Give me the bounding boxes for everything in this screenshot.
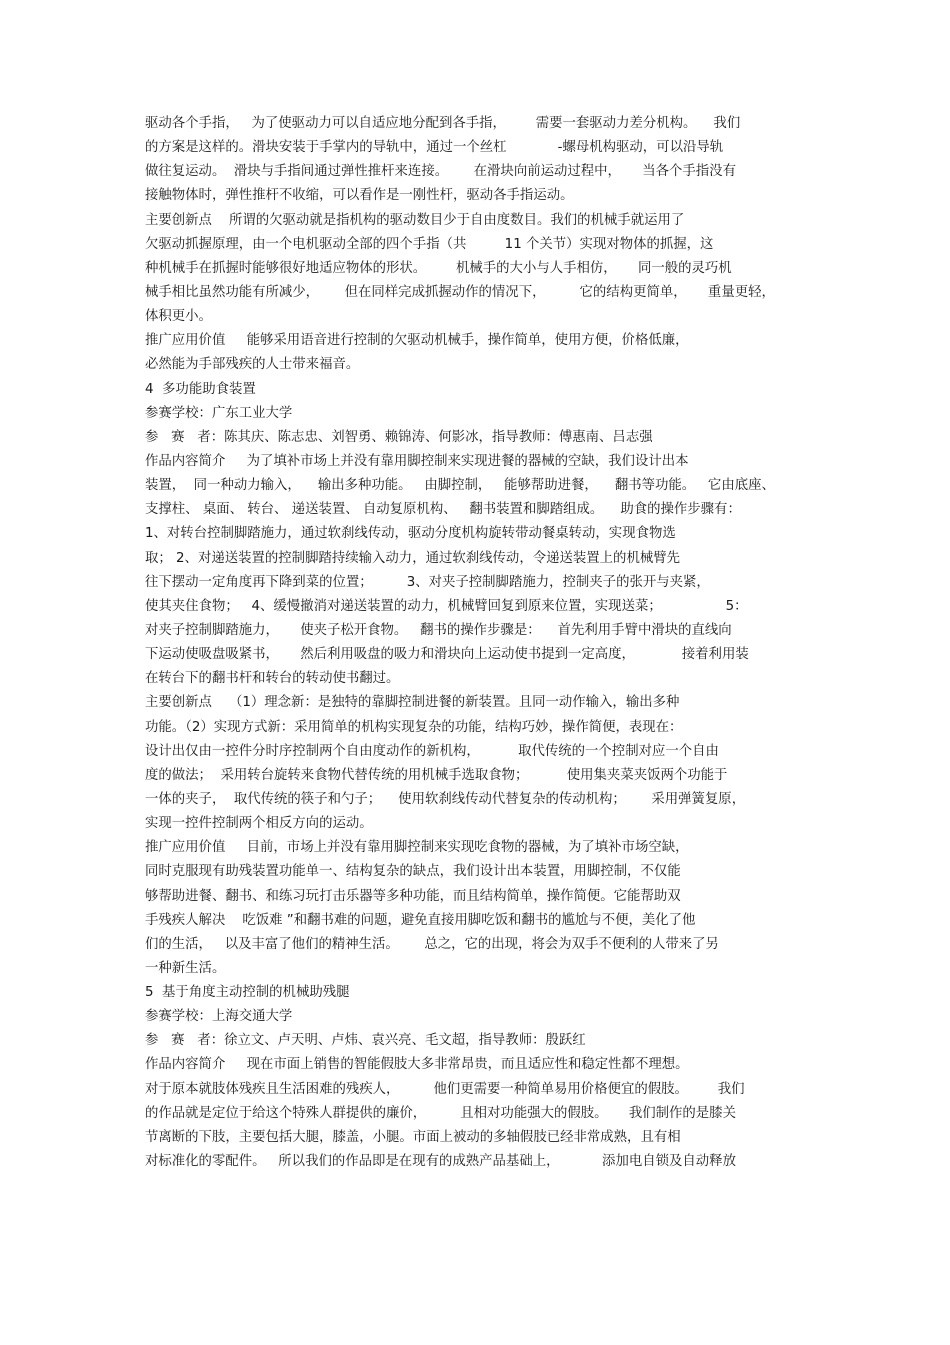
text-line: 1、对转台控制脚踏施力，通过软刹线传动，驱动分度机构旋转带动餐桌转动，实现食物选 [145, 526, 676, 542]
text-line: 对标准化的零配件。 所以我们的作品即是在现有的成熟产品基础上， 添加电自锁及自动释放 [145, 1154, 736, 1170]
text-line: 做往复运动。 滑块与手指间通过弹性推杆来连接。 在滑块向前运动过程中， 当各个手指没有 [145, 164, 736, 180]
section-heading: 5 基于角度主动控制的机械助残腿 [145, 985, 350, 1001]
text-line: 够帮助进餐、翻书、和练习玩打击乐器等多种功能，而且结构简单，操作简便。它能帮助双 [145, 888, 681, 904]
text-line: 的作品就是定位于给这个特殊人群提供的廉价， 且相对功能强大的假肢。 我们制作的是膝关 [145, 1105, 736, 1121]
text-line: 驱动各个手指， 为了使驱动力可以自适应地分配到各手指， 需要一套驱动力差分机构。 我们 [145, 116, 741, 131]
text-line: 主要创新点 所谓的欠驱动就是指机构的驱动数目少于自由度数目。我们的机械手就运用了 [145, 212, 685, 228]
text-line: 一体的夹子， 取代传统的筷子和勺子； 使用软刹线传动代替复杂的传动机构； 采用弹簧复原， [145, 791, 746, 807]
text-line: 对于原本就肢体残疾且生活困难的残疾人， 他们更需要一种简单易用价格便宜的假肢。 我们 [145, 1081, 745, 1097]
text-line: 在转台下的翻书杆和转台的转动使书翻过。 [145, 671, 400, 687]
text-line: 支撑柱、 桌面、 转台、 递送装置、 自动复原机构、 翻书装置和脚踏组成。 助食的操作步骤有： [145, 502, 741, 518]
text-line: 参赛学校：广东工业大学 [145, 405, 293, 421]
text-line: 接触物体时，弹性推杆不收缩，可以看作是一刚性杆，驱动各手指运动。 [145, 188, 574, 204]
text-line: 设计出仅由一控件分时序控制两个自由度动作的新机构， 取代传统的一个控制对应一个自由 [145, 743, 719, 759]
text-line: 种机械手在抓握时能够很好地适应物体的形状。 机械手的大小与人手相仿， 同一般的灵巧机 [145, 260, 732, 276]
text-line: 往下摆动一定角度再下降到菜的位置； 3、对夹子控制脚踏施力，控制夹子的张开与夹紧， [145, 574, 710, 590]
text-line: 们的生活， 以及丰富了他们的精神生活。 总之，它的出现，将会为双手不便利的人带来了另 [145, 936, 719, 952]
text-line: 推广应用价值 能够采用语音进行控制的欠驱动机械手，操作简单，使用方便，价格低廉， [145, 333, 689, 349]
text-line: 参 赛 者：徐立文、卢天明、卢炜、袁兴亮、毛文超，指导教师：殷跃红 [145, 1033, 586, 1049]
text-line: 使其夹住食物； 4、缓慢撤消对递送装置的动力，机械臂回复到原来位置，实现送菜； 5： [145, 598, 748, 614]
text-line: 参 赛 者：陈其庆、陈志忠、刘智勇、赖锦涛、何影冰，指导教师：傅惠南、吕志强 [145, 429, 653, 445]
text-line: 的方案是这样的。滑块安装于手掌内的导轨中，通过一个丝杠 -螺母机构驱动，可以沿导轨 [145, 140, 724, 156]
text-line: 对夹子控制脚踏施力， 使夹子松开食物。 翻书的操作步骤是： 首先利用手臂中滑块的直线向 [145, 622, 732, 638]
document-body [145, 112, 807, 1174]
text-line: 同时克服现有助残装置功能单一、结构复杂的缺点，我们设计出本装置，用脚控制，不仅能 [145, 864, 681, 880]
text-line: 作品内容简介 为了填补市场上并没有靠用脚控制来实现进餐的器械的空缺，我们设计出本 [145, 453, 689, 469]
text-line: 欠驱动抓握原理，由一个电机驱动全部的四个手指（共 11 个关节）实现对物体的抓握，这 [145, 236, 714, 252]
section-heading: 4 多功能助食装置 [145, 381, 256, 397]
text-line: 必然能为手部残疾的人士带来福音。 [145, 357, 360, 373]
text-line: 下运动使吸盘吸紧书， 然后利用吸盘的吸力和滑块向上运动使书提到一定高度， 接着利用装 [145, 647, 749, 663]
text-line: 体积更小。 [145, 309, 212, 325]
text-line: 手残疾人解决 吃饭难 ”和翻书难的问题，避免直接用脚吃饭和翻书的尴尬与不便，美化了他 [145, 912, 696, 928]
text-line: 一种新生活。 [145, 960, 226, 976]
text-line: 参赛学校：上海交通大学 [145, 1009, 293, 1025]
text-line: 械手相比虽然功能有所减少， 但在同样完成抓握动作的情况下， 它的结构更简单， 重量更轻， [145, 284, 775, 300]
text-line: 主要创新点 （1）理念新：是独特的靠脚控制进餐的新装置。且同一动作输入，输出多种 [145, 695, 680, 711]
text-line: 功能。（2）实现方式新：采用简单的机构实现复杂的功能，结构巧妙，操作简便，表现在： [145, 719, 683, 735]
text-line: 作品内容简介 现在市面上销售的智能假肢大多非常昂贵，而且适应性和稳定性都不理想。 [145, 1057, 689, 1073]
text-line: 装置， 同一种动力输入， 输出多种功能。 由脚控制， 能够帮助进餐， 翻书等功能。 它由底座、 [145, 478, 775, 494]
text-line: 推广应用价值 目前，市场上并没有靠用脚控制来实现吃食物的器械，为了填补市场空缺， [145, 840, 689, 856]
text-line: 实现一控件控制两个相反方向的运动。 [145, 816, 373, 832]
text-line: 度的做法； 采用转台旋转来食物代替传统的用机械手选取食物； 使用集夹菜夹饭两个功能于 [145, 767, 728, 783]
text-line: 取； 2、对递送装置的控制脚踏持续输入动力，通过软刹线传动，令递送装置上的机械臂先 [145, 550, 681, 566]
text-line: 节离断的下肢，主要包括大腿，膝盖，小腿。市面上被动的多轴假肢已经非常成熟，且有相 [145, 1129, 681, 1145]
